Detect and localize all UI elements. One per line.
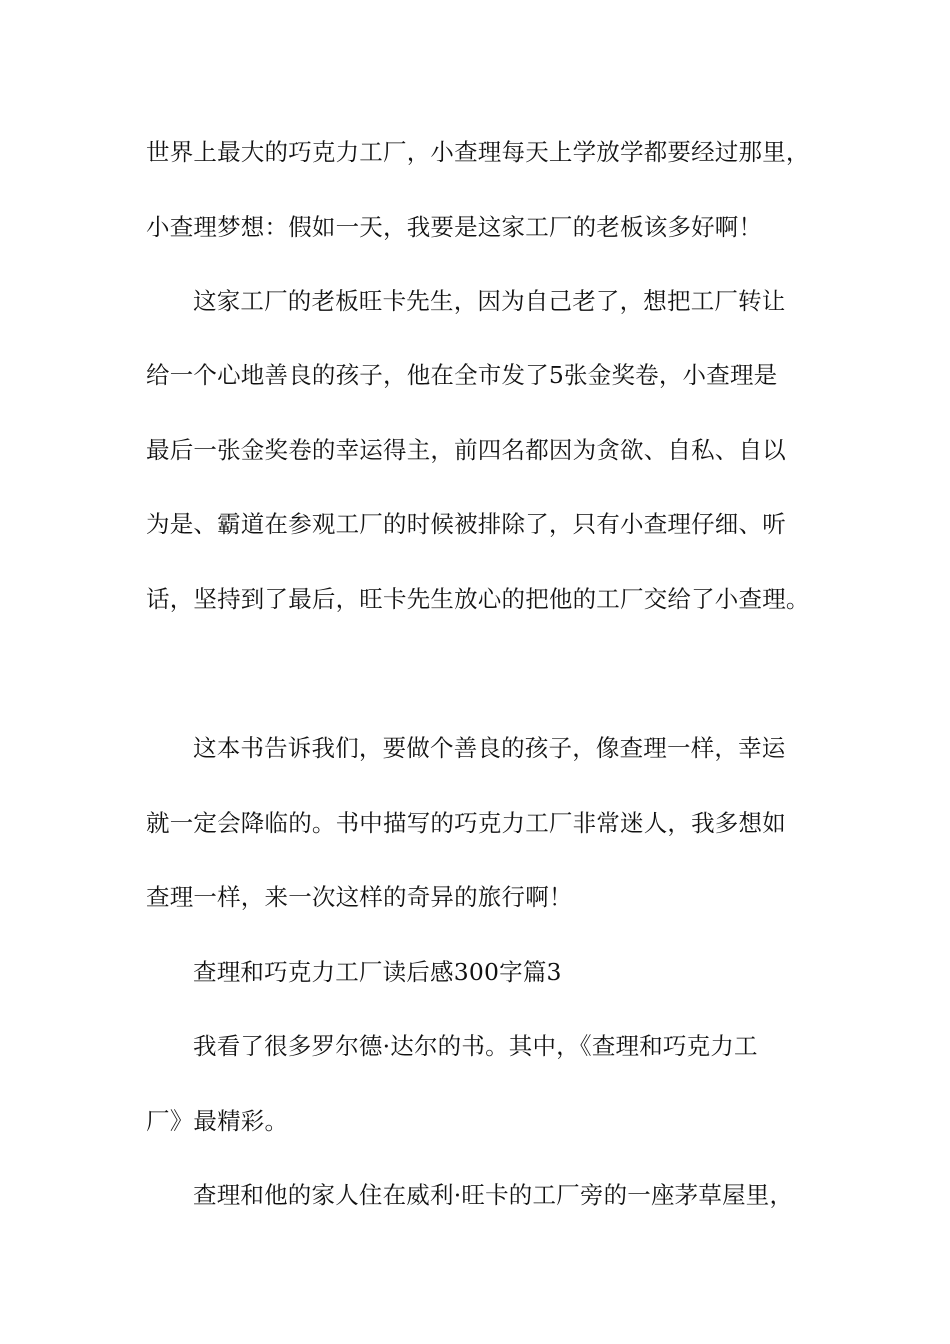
section-heading: 查理和巧克力工厂读后感300字篇3 [193,958,562,986]
text-line-2: 小查理梦想：假如一天，我要是这家工厂的老板该多好啊！ [146,213,763,241]
text-line-10: 查理一样，来一次这样的奇异的旅行啊！ [146,883,573,911]
text-line-13: 厂》最精彩。 [146,1107,289,1135]
text-line-8: 这本书告诉我们，要做个善良的孩子，像查理一样，幸运 [193,734,786,762]
text-line-9: 就一定会降临的。书中描写的巧克力工厂非常迷人，我多想如 [146,809,786,837]
text-line-7: 话，坚持到了最后，旺卡先生放心的把他的工厂交给了小查理。 [146,585,810,613]
text-line-5: 最后一张金奖卷的幸运得主，前四名都因为贪欲、自私、自以 [146,436,786,464]
text-line-6: 为是、霸道在参观工厂的时候被排除了，只有小查理仔细、听 [146,510,786,538]
text-line-3: 这家工厂的老板旺卡先生，因为自己老了，想把工厂转让 [193,287,786,315]
text-line-4: 给一个心地善良的孩子，他在全市发了5张金奖卷，小查理是 [146,361,778,389]
text-line-12: 我看了很多罗尔德·达尔的书。其中，《查理和巧克力工 [193,1032,758,1060]
text-line-1: 世界上最大的巧克力工厂，小查理每天上学放学都要经过那里， [146,138,810,166]
text-line-14: 查理和他的家人住在威利·旺卡的工厂旁的一座茅草屋里， [193,1181,794,1209]
